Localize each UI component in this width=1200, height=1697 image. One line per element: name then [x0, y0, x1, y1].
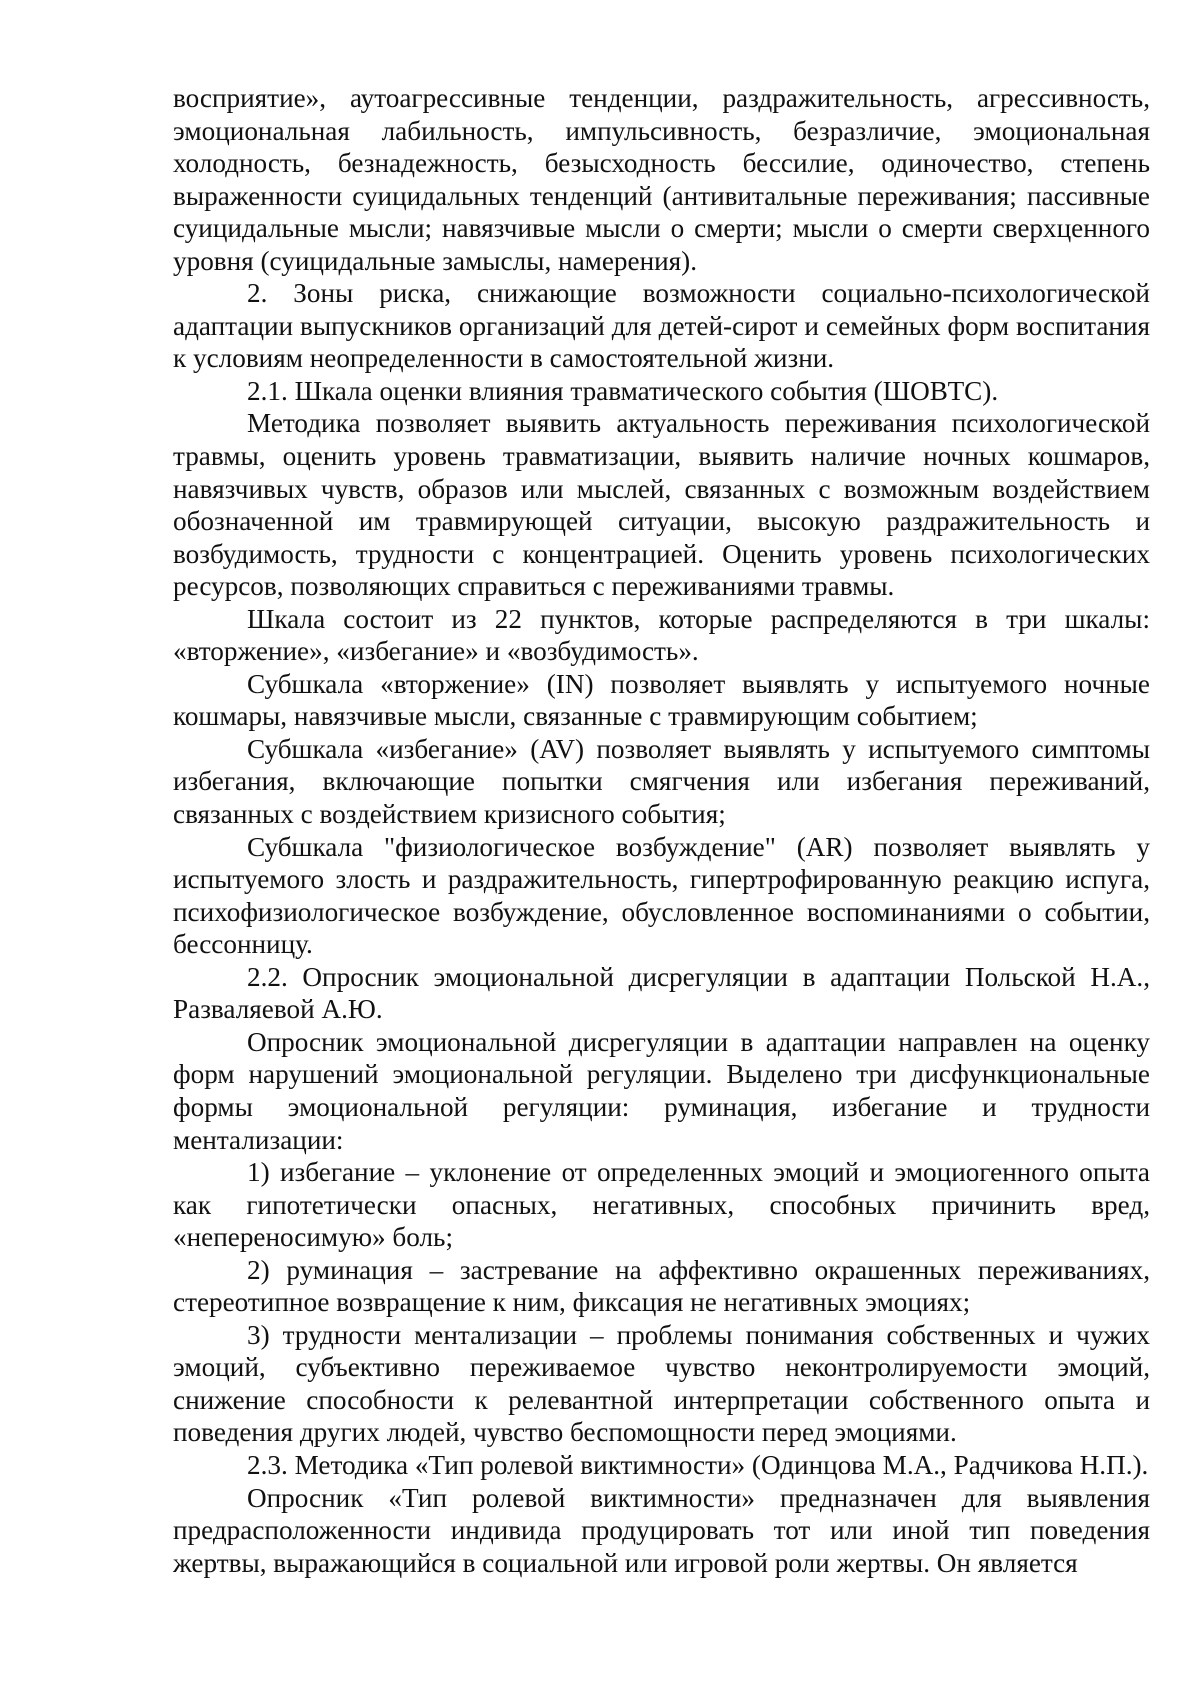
list-item: 1) избегание – уклонение от определенных эмоций и эмоциогенного опыта как гипотетически опасных, негативных, способных причинить вред, «непереносимую» боль; — [173, 1157, 1150, 1253]
list-item: 3) трудности ментализации – проблемы понимания собственных и чужих эмоций, субъективно переживаемое чувство неконтролируемости эмоций, снижение способности к релевантной интерпретации собственного опыта и поведения других людей, чувство беспомощности перед эмоциями. — [173, 1319, 1150, 1448]
list-item: 2) руминация – застревание на аффективно окрашенных переживаниях, стереотипное возвращение к ним, фиксация не негативных эмоциях; — [173, 1254, 1150, 1318]
paragraph: Субшкала "физиологическое возбуждение" (AR) позволяет выявлять у испытуемого злость и раздражительность, гипертрофированную реакцию испуга, психофизиологическое возбуждение, обусловленное воспоминаниями о событии, бессонницу. — [173, 831, 1150, 960]
paragraph: Методика позволяет выявить актуальность переживания психологической травмы, оценить уровень травматизации, выявить наличие ночных кошмаров, навязчивых чувств, образов или мыслей, связанных с возможным воздействием обозначенной им травмирующей ситуации, высокую раздражительность и возбудимость, трудности с концентрацией. Оценить уровень психологических ресурсов, позволяющих справиться с переживаниями травмы. — [173, 408, 1150, 602]
paragraph: Субшкала «избегание» (AV) позволяет выявлять у испытуемого симптомы избегания, включающие попытки смягчения или избегания переживаний, связанных с воздействием кризисного события; — [173, 733, 1150, 830]
section-heading: 2.3. Методика «Тип ролевой виктимности» (Одинцова М.А., Радчикова Н.П.). — [247, 1449, 1149, 1480]
section-heading: 2.2. Опросник эмоциональной дисрегуляции в адаптации Польской Н.А., Разваляевой А.Ю. — [173, 961, 1150, 1025]
paragraph: Опросник «Тип ролевой виктимности» предназначен для выявления предрасположенности индивида продуцировать тот или иной тип поведения жертвы, выражающийся в социальной или игровой роли жертвы. Он является — [173, 1482, 1150, 1578]
paragraph: 2. Зоны риска, снижающие возможности социально-психологической адаптации выпускников организаций для детей-сирот и семейных форм воспитания к условиям неопределенности в самостоятельной жизни. — [173, 278, 1150, 374]
document-body — [173, 82, 1150, 1579]
paragraph: Шкала состоит из 22 пунктов, которые распределяются в три шкалы: «вторжение», «избегание» и «возбудимость». — [173, 603, 1150, 667]
paragraph: Субшкала «вторжение» (IN) позволяет выявлять у испытуемого ночные кошмары, навязчивые мысли, связанные с травмирующим событием; — [173, 668, 1150, 732]
section-heading: 2.1. Шкала оценки влияния травматического события (ШОВТС). — [247, 375, 999, 406]
paragraph: восприятие», аутоагрессивные тенденции, раздражительность, агрессивность, эмоциональная лабильность, импульсивность, безразличие, эмоциональная холодность, безнадежность, безысходность бессилие, одиночество, степень выраженности суицидальных тенденций (антивитальные переживания; пассивные суицидальные мысли; навязчивые мысли о смерти; мысли о смерти сверхценного уровня (суицидальные замыслы, намерения). — [173, 83, 1150, 276]
paragraph: Опросник эмоциональной дисрегуляции в адаптации направлен на оценку форм нарушений эмоциональной регуляции. Выделено три дисфункциональные формы эмоциональной регуляции: руминация, избегание и трудности ментализации: — [173, 1026, 1150, 1155]
